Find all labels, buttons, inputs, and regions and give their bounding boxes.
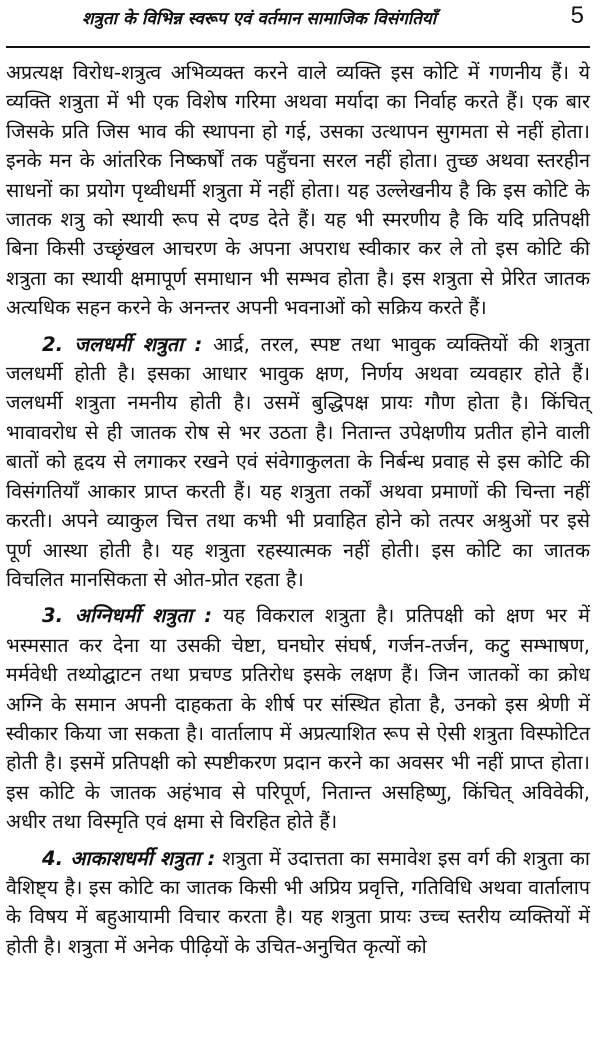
paragraph-akashdharmi xyxy=(6,844,590,962)
section-heading-jaldharmi: 2. जलधर्मी शत्रुता : xyxy=(42,332,203,356)
paragraph-agnidharmi xyxy=(6,601,590,836)
page-number: 5 xyxy=(570,2,584,29)
running-header xyxy=(6,0,590,48)
section-heading-akashdharmi: 4. आकाशधर्मी शत्रुता : xyxy=(42,846,216,870)
paragraph-text: आर्द्र, तरल, स्पष्ट तथा भावुक व्यक्तियों की शत्रुता जलधर्मी होती है। इसका आधार भावुक क्षण, निर्णय अथवा व्यवहार होते हैं। जलधर्मी शत्रुता नमनीय होती है। उसमें बुद्धिपक्ष प्रायः गौण होता है। किंचित् भावावरोध से ही जातक रोष से भर उठता है। नितान्त उपेक्षणीय प्रतीत होने वाली बातों को हृदय से लगाकर रखने एवं संवेगाकुलता के निर्बन्ध प्रवाह से इस कोटि की विसंगतियाँ आकार प्राप्त करती हैं। यह शत्रुता तर्कों अथवा प्रमाणों की चिन्ता नहीं करती। अपने व्याकुल चित्त तथा कभी भी प्रवाहित होने को तत्पर अश्रुओं पर इसे पूर्ण आस्था होती है। यह शत्रुता रहस्यात्मक नहीं होती। इस कोटि का जातक विचलित मानसिकता से ओत-प्रोत रहता है। xyxy=(6,332,590,591)
section-heading-agnidharmi: 3. अग्निधर्मी शत्रुता : xyxy=(42,604,213,628)
paragraph-jaldharmi xyxy=(6,330,590,595)
paragraph-prithvidharmi-continuation xyxy=(6,58,590,323)
paragraph-text: शत्रुता में उदात्तता का समावेश इस वर्ग की शत्रुता का वैशिष्ट्य है। इस कोटि का जातक किसी भी अप्रिय प्रवृत्ति, गतिविधि अथवा वार्तालाप के विषय में बहुआयामी विचार करता है। यह शत्रुता प्रायः उच्च स्तरीय व्यक्तियों में होती है। शत्रुता में अनेक पीढ़ियों के उचित-अनुचित कृत्यों को xyxy=(6,846,590,958)
running-title: शत्रुता के विभिन्न स्वरूप एवं वर्तमान सामाजिक विसंगतियाँ xyxy=(82,9,437,29)
paragraph-text: अप्रत्यक्ष विरोध-शत्रुत्व अभिव्यक्त करने वाले व्यक्ति इस कोटि में गणनीय हैं। ये व्यक्ति शत्रुता में भी एक विशेष गरिमा अथवा मर्यादा का निर्वाह करते हैं। एक बार जिसके प्रति जिस भाव की स्थापना हो गई, उसका उत्थापन सुगमता से नहीं होता। इनके मन के आंतरिक निष्कर्षों तक पहुँचना सरल नहीं होता। तुच्छ अथवा स्तरहीन साधनों का प्रयोग पृथ्वीधर्मी शत्रुता में नहीं होता। यह उल्लेखनीय है कि इस कोटि के जातक शत्रु को स्थायी रूप से दण्ड देते हैं। यह भी स्मरणीय है कि यदि प्रतिपक्षी बिना किसी उच्छृंखल आचरण के अपना अपराध स्वीकार कर ले तो इस कोटि की शत्रुता का स्थायी क्षमापूर्ण समाधान भी सम्भव होता है। इस शत्रुता से प्रेरित जातक अत्यधिक सहन करने के अनन्तर अपनी भवनाओं को सक्रिय करते हैं। xyxy=(6,61,590,320)
paragraph-text: यह विकराल शत्रुता है। प्रतिपक्षी को क्षण भर में भस्मसात कर देना या उसकी चेष्टा, घनघोर संघर्ष, गर्जन-तर्जन, कटु सम्भाषण, मर्मवेधी तथ्योद्घाटन तथा प्रचण्ड प्रतिरोध इसके लक्षण हैं। जिन जातकों का क्रोध अग्नि के समान अपनी दाहकता के शीर्ष पर संस्थित होता है, उनको इस श्रेणी में स्वीकार किया जा सकता है। वार्तालाप में अप्रत्याशित रूप से ऐसी शत्रुता विस्फोटित होती है। इसमें प्रतिपक्षी को स्पष्टीकरण प्रदान करने का अवसर भी नहीं प्राप्त होता। इस कोटि के जातक अहंभाव से परिपूर्ण, नितान्त असहिष्णु, किंचित् अविवेकी, अधीर तथा विस्मृति एवं क्षमा से विरहित होते हैं। xyxy=(6,604,590,834)
